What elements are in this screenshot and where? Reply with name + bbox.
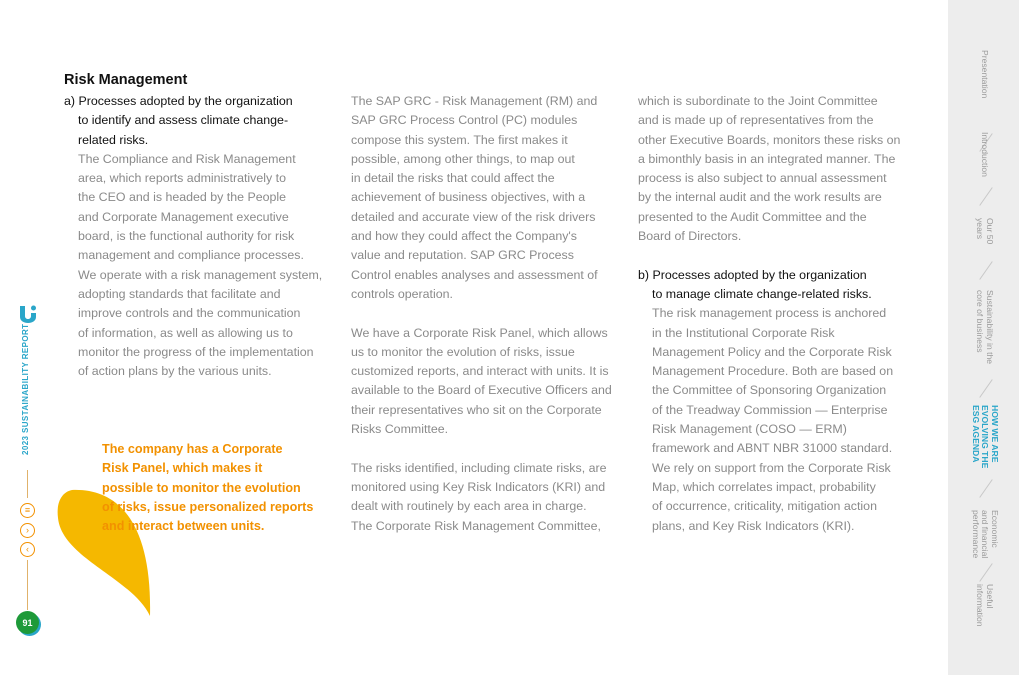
text-line: compose this system. The first makes it <box>351 132 568 147</box>
text-line: and Corporate Management executive <box>78 209 289 224</box>
column-3-body <box>638 304 918 536</box>
rail-divider <box>27 470 28 498</box>
sidebar-item-esg-agenda[interactable]: HOW WE ARE EVOLVING THE ESG AGENDA <box>971 405 1000 469</box>
page-title: Risk Management <box>64 72 188 88</box>
text-line: Control enables analyses and assessment of <box>351 267 598 282</box>
menu-icon: ≡ <box>24 505 31 515</box>
rail-divider <box>27 560 28 610</box>
text-line: board, is the functional authority for risk <box>78 229 295 244</box>
column-1-body <box>64 150 339 382</box>
text-line: monitored using Key Risk Indicators (KRI) and <box>351 479 606 494</box>
text-line: Management Policy and the Corporate Risk <box>652 344 892 359</box>
text-line: We have a Corporate Risk Panel, which allows <box>351 325 608 340</box>
sidebar-item-economic-performance[interactable]: Economic and financial performance <box>971 510 1000 559</box>
text-line: process is also subject to annual assessment <box>638 171 887 186</box>
text-line: possible, among other things, to map out <box>351 151 575 166</box>
text-line: of occurrence, criticality, mitigation action <box>652 499 877 514</box>
text-line: in the Institutional Corporate Risk <box>652 325 835 340</box>
column-1 <box>64 92 339 381</box>
text-line: Risks Committee. <box>351 422 449 437</box>
chevron-right-icon: › <box>26 525 29 535</box>
text-line: framework and ABNT NBR 31000 standard. <box>652 441 893 456</box>
text-line: their representatives who sit on the Corporate <box>351 402 602 417</box>
text-line: improve controls and the communication <box>78 306 301 321</box>
sidebar-item-sustainability[interactable]: Sustainability in the core of business <box>975 290 995 365</box>
text-line: and how they could affect the Company's <box>351 229 577 244</box>
text-line: of action plans by the various units. <box>78 364 272 379</box>
text-line: SAP GRC Process Control (PC) modules <box>351 113 578 128</box>
text-line: management and compliance processes. <box>78 248 304 263</box>
text-line: the Committee of Sponsoring Organization <box>652 383 887 398</box>
text-line: of the Treadway Commission — Enterprise <box>652 402 888 417</box>
text-line: detailed and accurate view of the risk drivers <box>351 209 596 224</box>
pull-quote: The company has a Corporate Risk Panel, which makes it possible to monitor the evolution of risks, issue personalized reports and interact between units. <box>102 442 314 534</box>
sidebar-item-introduction[interactable]: Introduction <box>980 132 990 177</box>
text-line: and is made up of representatives from the <box>638 113 874 128</box>
page-number-badge: 91 <box>16 611 39 634</box>
text-line: The Corporate Risk Management Committee, <box>351 518 601 533</box>
text-line: The Compliance and Risk Management <box>78 151 296 166</box>
text-line: of information, as well as allowing us to <box>78 325 293 340</box>
text-line: We operate with a risk management system, <box>78 267 323 282</box>
next-page-button[interactable] <box>20 523 35 538</box>
text-line: other Executive Boards, monitors these risks on <box>638 132 901 147</box>
text-line: Risk Management (COSO — ERM) <box>652 422 847 437</box>
text-line: controls operation. <box>351 286 453 301</box>
subheading-b: b) Processes adopted by the organization to manage climate change-related risks. <box>638 267 872 301</box>
text-line: the CEO and is headed by the People <box>78 190 287 205</box>
text-line: Board of Directors. <box>638 229 742 244</box>
previous-page-button[interactable] <box>20 542 35 557</box>
text-line: presented to the Audit Committee and the <box>638 209 867 224</box>
text-line: The risks identified, including climate risks, are <box>351 460 607 475</box>
column-2 <box>351 92 621 536</box>
text-line: in detail the risks that could affect the <box>351 171 555 186</box>
text-line: by the internal audit and the work results are <box>638 190 882 205</box>
sidebar-item-our-50-years[interactable]: Our 50 years <box>975 218 995 245</box>
text-line: adopting standards that facilitate and <box>78 286 281 301</box>
text-line: Management Procedure. Both are based on <box>652 364 894 379</box>
text-line: monitor the progress of the implementation <box>78 344 314 359</box>
sidebar-item-presentation[interactable]: Presentation <box>980 50 990 99</box>
text-line: customized reports, and interact with units. It is <box>351 364 609 379</box>
menu-button[interactable] <box>20 503 35 518</box>
text-line: plans, and Key Risk Indicators (KRI). <box>652 518 855 533</box>
sidebar-item-useful-information[interactable]: Useful information <box>975 584 995 627</box>
text-line: available to the Board of Executive Officers and <box>351 383 612 398</box>
column-3 <box>638 92 918 536</box>
text-line: Map, which correlates impact, probability <box>652 479 876 494</box>
text-line: dealt with routinely by each area in charge. <box>351 499 587 514</box>
text-line: area, which reports administratively to <box>78 171 286 186</box>
subheading-a: a) Processes adopted by the organization to identify and assess climate change- related risks. <box>64 94 293 147</box>
text-line: a bimonthly basis in an integrated manner. The <box>638 151 896 166</box>
text-line: The risk management process is anchored <box>652 306 887 321</box>
chevron-left-icon: ‹ <box>26 544 29 554</box>
report-label: 2023 SUSTAINABILITY REPORT <box>21 323 30 455</box>
text-line: We rely on support from the Corporate Risk <box>652 460 891 475</box>
text-line: us to monitor the evolution of risks, issue <box>351 344 575 359</box>
text-line: value and reputation. SAP GRC Process <box>351 248 574 263</box>
text-line: which is subordinate to the Joint Committee <box>638 94 878 108</box>
text-line: achievement of business objectives, with a <box>351 190 586 205</box>
text-line: The SAP GRC - Risk Management (RM) and <box>351 94 598 108</box>
